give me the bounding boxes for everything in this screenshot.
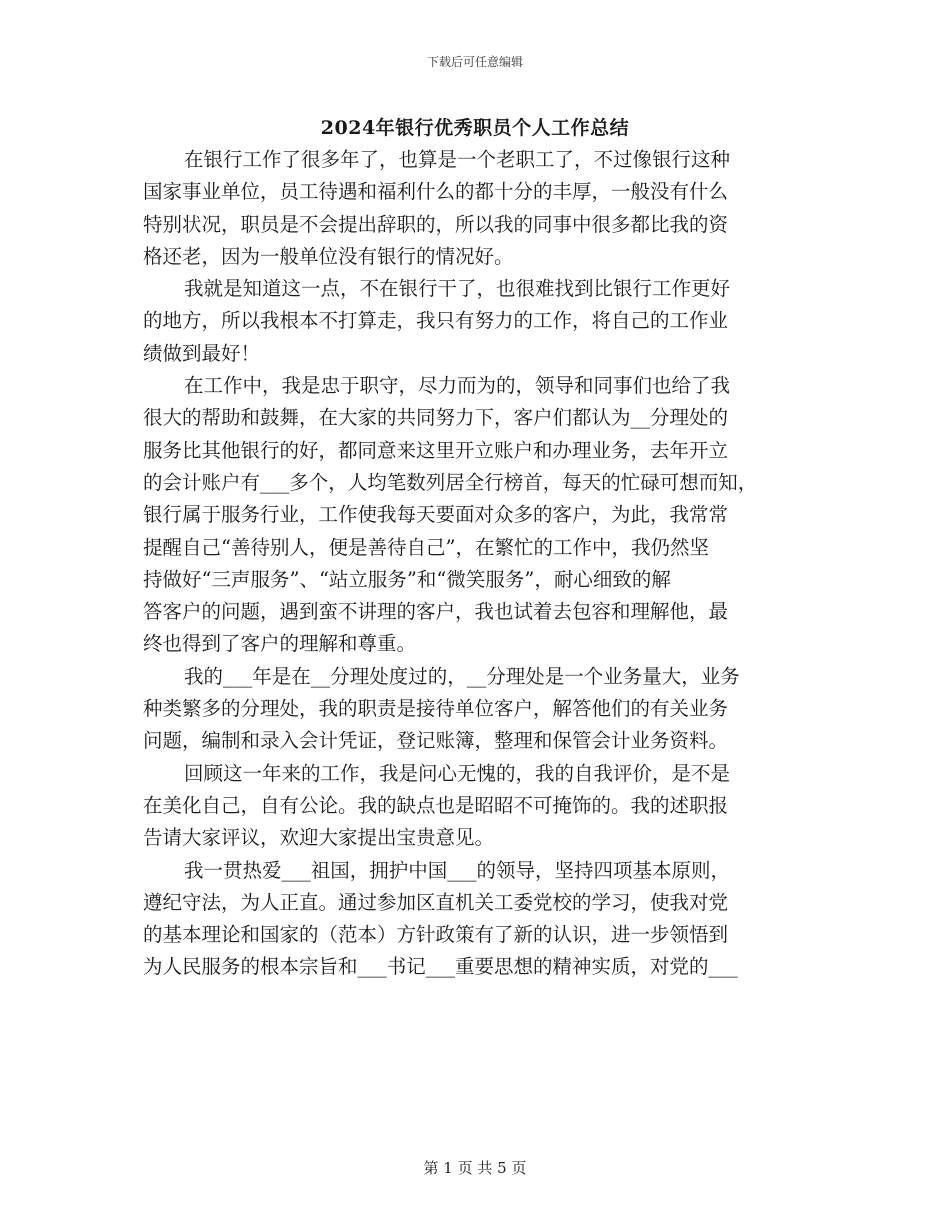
paragraph-5-line-2: 在美化自己，自有公论。我的缺点也是昭昭不可掩饰的。我的述职报	[143, 793, 729, 817]
paragraph-3-line-6: 提醒自己“善待别人，便是善待自己”，在繁忙的工作中，我仍然坚	[143, 535, 709, 559]
header-note: 下载后可任意编辑	[426, 55, 523, 69]
paragraph-3-line-4: 的会计账户有___多个，人均笔数列居全行榜首，每天的忙碌可想而知，	[143, 470, 758, 494]
paragraph-6-line-1: 我一贯热爱___祖国，拥护中国___的领导，坚持四项基本原则，	[184, 858, 731, 882]
paragraph-5-line-3: 告请大家评议，欢迎大家提出宝贵意见。	[143, 826, 495, 850]
paragraph-1-line-3: 特别状况，职员是不会提出辞职的，所以我的同事中很多都比我的资	[143, 212, 729, 236]
paragraph-4-line-3: 问题，编制和录入会计凭证，登记账簿，整理和保管会计业务资料。	[143, 729, 729, 753]
paragraph-3-line-2: 很大的帮助和鼓舞，在大家的共同努力下，客户们都认为__分理处的	[143, 406, 729, 430]
paragraph-2-line-2: 的地方，所以我根本不打算走，我只有努力的工作，将自己的工作业	[143, 309, 729, 333]
paragraph-3-line-5: 银行属于服务行业，工作使我每天要面对众多的客户，为此，我常常	[143, 503, 729, 527]
page-number: 第 1 页 共 5 页	[423, 1159, 527, 1177]
paragraph-3-line-1: 在工作中，我是忠于职守，尽力而为的，领导和同事们也给了我	[184, 374, 731, 398]
paragraph-6-line-4: 为人民服务的根本宗旨和___书记___重要思想的精神实质，对党的___	[143, 955, 738, 979]
paragraph-1-line-2: 国家事业单位，员工待遇和福利什么的都十分的丰厚，一般没有什么	[143, 180, 729, 204]
paragraph-1-line-1: 在银行工作了很多年了，也算是一个老职工了，不过像银行这种	[184, 148, 731, 171]
paragraph-3-line-9: 终也得到了客户的理解和尊重。	[143, 632, 417, 656]
paragraph-2-line-1: 我就是知道这一点，不在银行干了，也很难找到比银行工作更好	[184, 277, 731, 301]
paragraph-4-line-1: 我的___年是在__分理处度过的，__分理处是一个业务量大，业务	[184, 664, 740, 688]
document-title: 2024年银行优秀职员个人工作总结	[320, 117, 630, 139]
paragraph-6-line-2: 遵纪守法，为人正直。通过参加区直机关工委党校的学习，使我对党	[143, 890, 729, 914]
paragraph-3-line-8: 答客户的问题，遇到蛮不讲理的客户，我也试着去包容和理解他，最	[143, 600, 729, 624]
paragraph-1-line-4: 格还老，因为一般单位没有银行的情况好。	[143, 244, 514, 268]
paragraph-6-line-3: 的基本理论和国家的（范本）方针政策有了新的认识，进一步领悟到	[143, 923, 729, 947]
paragraph-5-line-1: 回顾这一年来的工作，我是问心无愧的，我的自我评价，是不是	[184, 761, 731, 785]
paragraph-3-line-7: 持做好“三声服务”、“站立服务”和“微笑服务”，耐心细致的解	[143, 567, 671, 591]
document-body	[143, 144, 823, 984]
paragraph-4-line-2: 种类繁多的分理处，我的职责是接待单位客户，解答他们的有关业务	[143, 697, 729, 721]
paragraph-2-line-3: 绩做到最好！	[143, 341, 261, 365]
paragraph-3-line-3: 服务比其他银行的好，都同意来这里开立账户和办理业务，去年开立	[143, 438, 729, 462]
